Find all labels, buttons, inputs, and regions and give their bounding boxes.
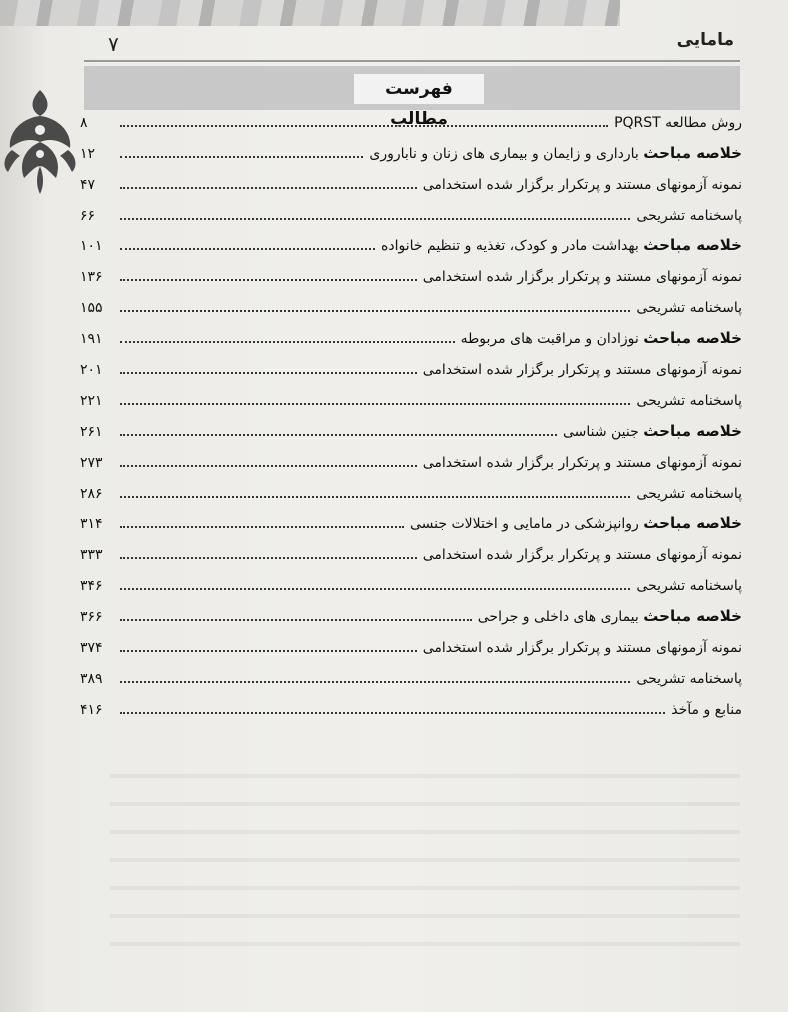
toc-page-number: ۴۱۶ [80, 701, 103, 718]
toc-page-number: ۱۳۶ [80, 269, 103, 286]
toc-entry [80, 166, 742, 197]
dot-leader [120, 526, 404, 528]
entry-label: بهداشت مادر و کودک، تغذیه و تنظیم خانواده [381, 238, 639, 255]
toc-page-number: ۱۵۵ [80, 300, 103, 317]
dot-leader [120, 248, 375, 250]
toc-entry-title [461, 329, 742, 351]
dot-leader [120, 434, 557, 436]
entry-label: پاسخنامه تشریحی [636, 300, 742, 317]
toc-page-number: ۴۷ [80, 176, 96, 193]
entry-label: نمونه آزمونهای مستند و پرتکرار برگزار شده استخدامی [422, 547, 742, 564]
toc-entry-title [563, 422, 742, 444]
entry-label: روانپزشکی در مامایی و اختلالات جنسی [409, 516, 639, 533]
toc-entry [80, 135, 742, 166]
toc-page-number: ۲۰۱ [80, 362, 103, 379]
toc-page-number: ۳۳۳ [80, 547, 103, 564]
toc-entry [80, 660, 742, 691]
toc-entry [80, 475, 742, 506]
dot-leader [120, 588, 630, 590]
ornament-icon [0, 86, 80, 196]
toc-entry-title [636, 486, 742, 506]
entry-label: نمونه آزمونهای مستند و پرتکرار برگزار شده استخدامی [422, 362, 742, 379]
toc-list [80, 104, 742, 722]
toc-page-number: ۳۴۶ [80, 578, 103, 595]
toc-entry-title [614, 115, 742, 135]
toc-page-number: ۳۸۹ [80, 670, 103, 687]
dot-leader [120, 156, 363, 158]
dot-leader [120, 465, 417, 467]
toc-entry-title [381, 236, 742, 258]
dot-leader [120, 681, 630, 683]
toc-page-number: ۳۶۶ [80, 609, 103, 626]
toc-entry [80, 536, 742, 567]
toc-entry [80, 289, 742, 320]
toc-entry [80, 444, 742, 475]
toc-entry-title [423, 455, 742, 475]
toc-page-number: ۱۰۱ [80, 238, 103, 255]
page-header [84, 30, 740, 62]
toc-entry [80, 104, 742, 135]
toc-page-number: ۳۷۴ [80, 640, 103, 657]
dot-leader [120, 279, 417, 281]
dot-leader [120, 125, 608, 127]
section-prefix: خلاصه مباحث [643, 143, 742, 162]
toc-page-number: ۲۷۳ [80, 454, 103, 471]
toc-page-number: ۱۲ [80, 145, 96, 162]
entry-label: بیماری های داخلی و جراحی [477, 609, 639, 626]
toc-entry-title [636, 578, 742, 598]
toc-entry [80, 598, 742, 629]
toc-page-number: ۲۸۶ [80, 485, 103, 502]
section-prefix: خلاصه مباحث [643, 236, 742, 255]
toc-entry-title [423, 177, 742, 197]
dot-leader [120, 187, 417, 189]
bleed-through-texture [110, 760, 740, 970]
toc-entry-title [636, 208, 742, 228]
dot-leader [120, 712, 665, 714]
toc-entry-title [423, 547, 742, 567]
toc-page-number: ۲۶۱ [80, 423, 103, 440]
toc-entry [80, 258, 742, 289]
entry-label: پاسخنامه تشریحی [636, 485, 742, 502]
section-prefix: خلاصه مباحث [643, 607, 742, 626]
toc-page-number: ۱۹۱ [80, 331, 103, 348]
running-title: مامایی [676, 30, 734, 50]
toc-entry [80, 320, 742, 351]
toc-entry [80, 382, 742, 413]
toc-entry [80, 691, 742, 722]
toc-entry-title [423, 362, 742, 382]
toc-page-number: ۸ [80, 114, 88, 131]
section-prefix: خلاصه مباحث [643, 329, 742, 348]
header-decoration [0, 0, 620, 26]
dot-leader [120, 372, 417, 374]
entry-label: نمونه آزمونهای مستند و پرتکرار برگزار شده استخدامی [422, 454, 742, 471]
dot-leader [120, 310, 630, 312]
entry-label: پاسخنامه تشریحی [636, 670, 742, 687]
dot-leader [120, 650, 417, 652]
entry-label: بارداری و زایمان و بیماری های زنان و ناباروری [369, 145, 639, 162]
toc-entry-title [369, 144, 742, 166]
toc-entry-title [636, 393, 742, 413]
toc-entry-title [478, 607, 742, 629]
dot-leader [120, 496, 630, 498]
toc-entry-title [636, 300, 742, 320]
toc-entry-title [410, 514, 742, 536]
toc-entry-title [423, 269, 742, 289]
toc-entry [80, 567, 742, 598]
section-prefix: خلاصه مباحث [643, 514, 742, 533]
page-number: ۷ [108, 32, 119, 56]
entry-label: پاسخنامه تشریحی [636, 392, 742, 409]
toc-page-number: ۲۲۱ [80, 392, 103, 409]
entry-label: جنین شناسی [562, 423, 639, 440]
dot-leader [120, 403, 630, 405]
toc-entry [80, 228, 742, 259]
toc-page-number: ۳۱۴ [80, 516, 103, 533]
entry-label: روش مطالعه PQRST [614, 114, 742, 131]
dot-leader [120, 619, 472, 621]
section-prefix: خلاصه مباحث [643, 421, 742, 440]
entry-label: نوزادان و مراقبت های مربوطه [460, 331, 639, 348]
toc-entry [80, 413, 742, 444]
entry-label: نمونه آزمونهای مستند و پرتکرار برگزار شده استخدامی [422, 176, 742, 193]
toc-entry-title [636, 671, 742, 691]
toc-entry [80, 506, 742, 537]
toc-page-number: ۶۶ [80, 207, 96, 224]
entry-label: منابع و مآخذ [671, 701, 742, 718]
entry-label: نمونه آزمونهای مستند و پرتکرار برگزار شده استخدامی [422, 640, 742, 657]
entry-label: نمونه آزمونهای مستند و پرتکرار برگزار شده استخدامی [422, 269, 742, 286]
dot-leader [120, 341, 455, 343]
toc-entry [80, 351, 742, 382]
toc-entry [80, 629, 742, 660]
toc-entry [80, 197, 742, 228]
entry-label: پاسخنامه تشریحی [636, 207, 742, 224]
toc-title: فهرست مطالب [354, 74, 484, 104]
dot-leader [120, 218, 630, 220]
toc-entry-title [671, 702, 742, 722]
entry-label: پاسخنامه تشریحی [636, 578, 742, 595]
toc-entry-title [423, 640, 742, 660]
dot-leader [120, 557, 417, 559]
